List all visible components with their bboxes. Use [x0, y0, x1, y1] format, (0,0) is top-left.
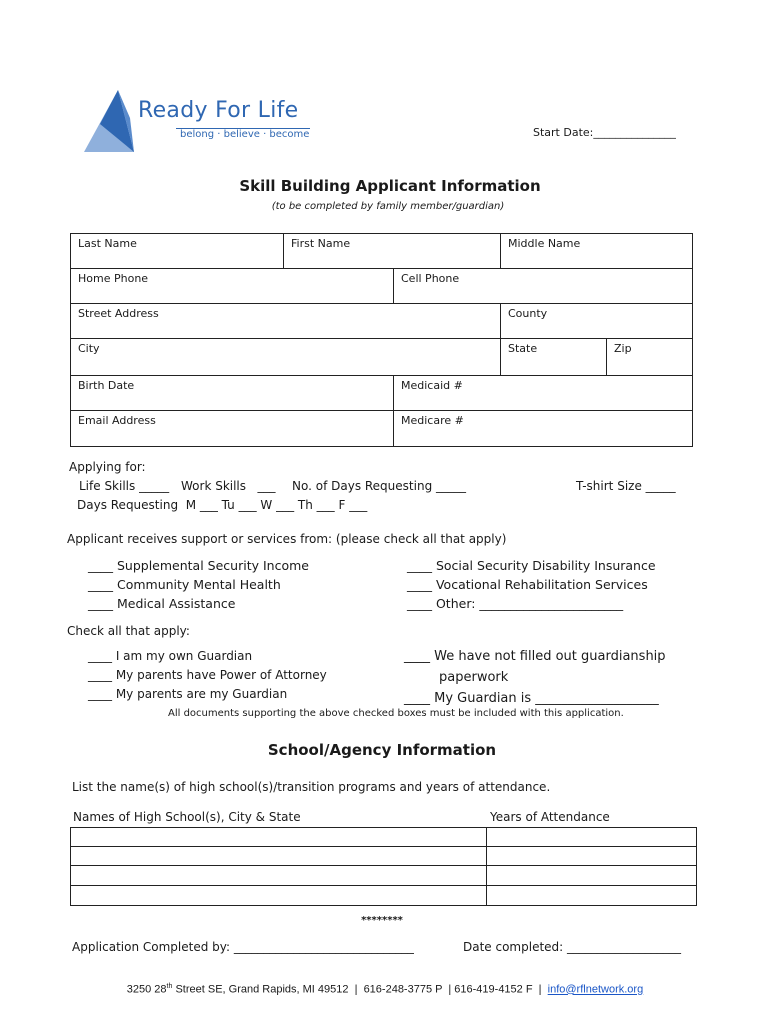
logo-name: Ready For Life: [138, 98, 299, 123]
guardianship-option[interactable]: ____ We have not filled out guardianship: [404, 649, 666, 664]
life-skills-option[interactable]: Life Skills _____: [79, 479, 170, 493]
footer-address-sup: th: [166, 983, 173, 990]
footer-email-link[interactable]: info@rflnetwork.org: [547, 983, 644, 996]
logo-triangle-icon: [80, 88, 140, 156]
guardian-name-field[interactable]: ____ My Guardian is ___________________: [404, 691, 659, 706]
cell-phone-field[interactable]: Cell Phone: [393, 268, 693, 304]
middle-name-field[interactable]: Middle Name: [500, 233, 693, 269]
email-field[interactable]: Email Address: [70, 410, 394, 447]
guardianship-right-list: [404, 646, 666, 709]
support-option[interactable]: ____ Social Security Disability Insurance: [407, 558, 656, 573]
support-right-list: [407, 556, 656, 613]
table-row[interactable]: [71, 847, 695, 864]
days-requesting-field[interactable]: Days Requesting M ___ Tu ___ W ___ Th ___ F ___: [77, 498, 368, 512]
footer-contact: Street SE, Grand Rapids, MI 49512 | 616-248-3775 P | 616-419-4152 F |: [172, 983, 548, 996]
days-count-field[interactable]: No. of Days Requesting _____: [292, 479, 466, 493]
applying-label: Applying for:: [69, 460, 146, 474]
table-row[interactable]: [71, 866, 695, 884]
county-field[interactable]: County: [500, 303, 693, 339]
table-row[interactable]: [71, 828, 695, 845]
school-heading: School/Agency Information: [267, 741, 497, 759]
separator-stars: ********: [361, 915, 403, 926]
first-name-field[interactable]: First Name: [283, 233, 501, 269]
documents-note: All documents supporting the above checked boxes must be included with this application.: [168, 708, 624, 719]
support-label: Applicant receives support or services from: (please check all that apply): [67, 532, 507, 546]
logo: [80, 88, 320, 156]
table-row[interactable]: [71, 886, 695, 904]
support-option[interactable]: ____ Vocational Rehabilitation Services: [407, 577, 648, 592]
years-col-header: Years of Attendance: [490, 810, 610, 824]
footer: [0, 983, 770, 996]
completed-by-field[interactable]: Application Completed by: ______________________________: [72, 940, 414, 954]
date-completed-field[interactable]: Date completed: ___________________: [463, 940, 682, 954]
start-date[interactable]: Start Date:_______________: [533, 126, 676, 139]
school-col-header: Names of High School(s), City & State: [73, 810, 301, 824]
support-option[interactable]: ____ Other: _______________________: [407, 596, 624, 611]
zip-field[interactable]: Zip: [606, 338, 693, 376]
footer-address: 3250 28: [126, 983, 167, 996]
state-field[interactable]: State: [500, 338, 607, 376]
home-phone-field[interactable]: Home Phone: [70, 268, 394, 304]
guardianship-option[interactable]: ____ I am my own Guardian: [88, 649, 253, 663]
support-left-list: [88, 556, 309, 613]
page-title: Skill Building Applicant Information: [239, 177, 541, 195]
support-option[interactable]: ____ Supplemental Security Income: [88, 558, 309, 573]
guardianship-left-list: [88, 647, 327, 704]
guardianship-option-cont: paperwork: [439, 670, 509, 685]
birth-date-field[interactable]: Birth Date: [70, 375, 394, 411]
street-address-field[interactable]: Street Address: [70, 303, 501, 339]
support-option[interactable]: ____ Community Mental Health: [88, 577, 281, 592]
tshirt-size-field[interactable]: T-shirt Size _____: [576, 479, 676, 493]
work-skills-option[interactable]: Work Skills ___: [181, 479, 276, 493]
guardianship-option[interactable]: ____ My parents have Power of Attorney: [88, 668, 327, 682]
support-option[interactable]: ____ Medical Assistance: [88, 596, 236, 611]
logo-tagline: belong · believe · become: [180, 129, 310, 140]
medicaid-field[interactable]: Medicaid #: [393, 375, 693, 411]
medicare-field[interactable]: Medicare #: [393, 410, 693, 447]
page-subtitle: (to be completed by family member/guardian): [271, 201, 505, 212]
guardianship-option[interactable]: ____ My parents are my Guardian: [88, 687, 288, 701]
guardianship-label: Check all that apply:: [67, 624, 190, 638]
last-name-field[interactable]: Last Name: [70, 233, 284, 269]
school-instruction: List the name(s) of high school(s)/transition programs and years of attendance.: [72, 780, 551, 794]
city-field[interactable]: City: [70, 338, 501, 376]
